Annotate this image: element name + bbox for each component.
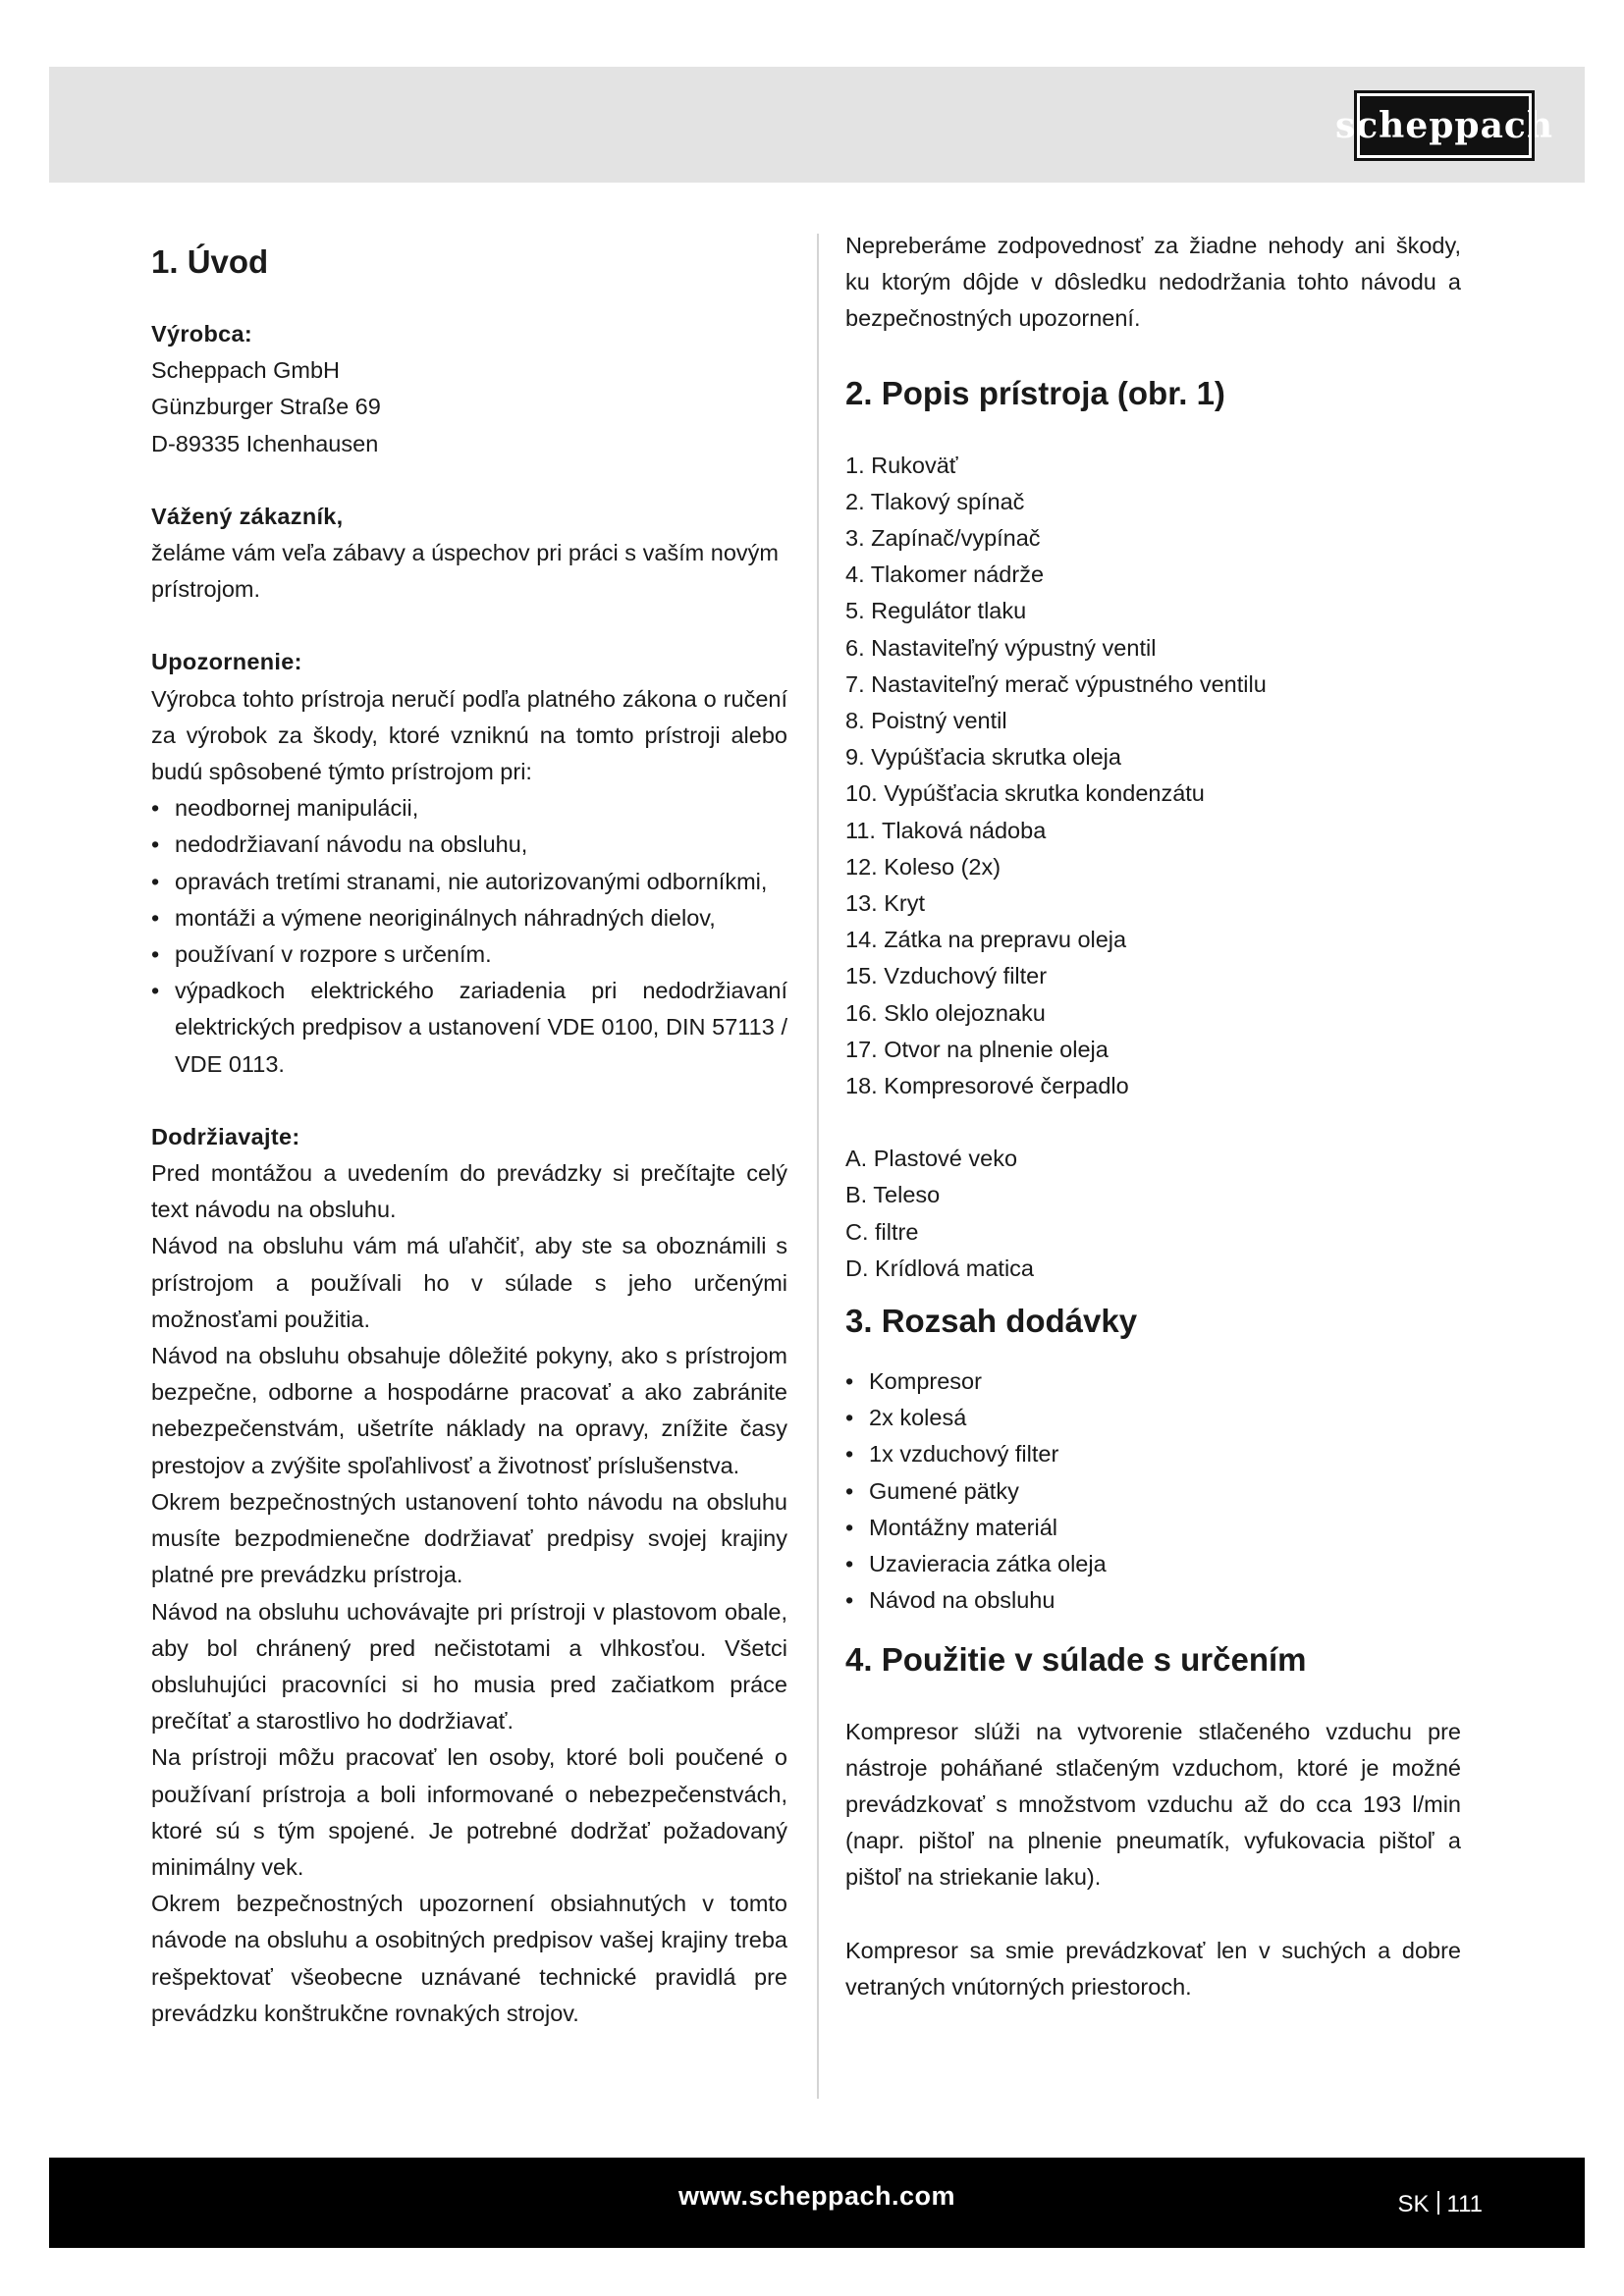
list-item: 8. Poistný ventil — [845, 708, 1007, 734]
footer-url: www.scheppach.com — [677, 2181, 956, 2211]
list-item: • Kompresor — [845, 1363, 1461, 1400]
list-item: 15. Vzduchový filter — [845, 963, 1048, 989]
list-item: • nedodržiavaní návodu na obsluhu, — [151, 827, 787, 863]
list-item: 10. Vypúšťacia skrutka kondenzátu — [845, 780, 1205, 807]
list-item: C. filtre — [845, 1218, 919, 1245]
list-item: 2. Tlakový spínač — [845, 488, 1025, 514]
list-item: • 2x kolesá — [845, 1400, 1461, 1436]
usage-paragraph: Kompresor slúži na vytvorenie stlačeného vzduchu pre nástroje poháňané stlačeným vzduchom, ktoré je možné prevádzkovať s množstvom vzduchu až do cca 193 l/min (napr. pištoľ na plnenie pneumatík, vyfukovacia pištoľ a pištoľ na striekanie laku). — [845, 1718, 1461, 1891]
delivery-list — [845, 1363, 1461, 1619]
observe-paragraph: Návod na obsluhu obsahuje dôležité pokyny, ako s prístrojom bezpečne, odborne a hospodárne pracovať a ako zabránite nebezpečenstvám, ušetríte náklady na opravy, znížite časy prestojov a zvýšite spoľahlivosť a životnosť príslušenstva. — [151, 1343, 787, 1478]
notice-label: Upozornenie: — [151, 649, 302, 675]
list-item: • výpadkoch elektrického zariadenia pri nedodržiavaní elektrických predpisov a ustanovení VDE 0100, DIN 57113 / VDE 0113. — [151, 973, 787, 1083]
manufacturer-label: Výrobca: — [151, 321, 252, 347]
liability-text: Nepreberáme zodpovednosť za žiadne nehody ani škody, ku ktorým dôjde v dôsledku nedodržania tohto návodu a bezpečnostných upozornení. — [845, 233, 1461, 332]
observe-paragraph: Návod na obsluhu vám má uľahčiť, aby ste sa oboznámili s prístrojom a používali ho v súlade s jeho určenými možnosťami použitia. — [151, 1233, 787, 1332]
scheppach-logo: scheppach — [1357, 93, 1532, 158]
list-item: A. Plastové veko — [845, 1146, 1018, 1172]
list-item: 3. Zapínač/vypínač — [845, 525, 1041, 552]
list-item: 17. Otvor na plnenie oleja — [845, 1036, 1109, 1062]
notice-text: Výrobca tohto prístroja neručí podľa platného zákona o ručení za výrobok za škody, ktoré vzniknú na tomto prístroji alebo budú spôsobené týmto prístrojom pri: — [151, 685, 787, 785]
list-item: 14. Zátka na prepravu oleja — [845, 927, 1127, 953]
list-item: • používaní v rozpore s určením. — [151, 936, 787, 973]
header-band — [49, 67, 1585, 183]
list-item: • Uzavieracia zátka oleja — [845, 1546, 1461, 1582]
section-3-title: 3. Rozsah dodávky — [845, 1303, 1138, 1340]
list-item: 16. Sklo olejoznaku — [845, 999, 1046, 1026]
list-item: 6. Nastaviteľný výpustný ventil — [845, 634, 1157, 661]
list-item: 11. Tlaková nádoba — [845, 817, 1047, 843]
page-number — [1398, 2158, 1484, 2248]
list-item: B. Teleso — [845, 1182, 941, 1208]
manufacturer-city: D-89335 Ichenhausen — [151, 430, 379, 456]
manufacturer-name: Scheppach GmbH — [151, 357, 341, 384]
list-item: 13. Kryt — [845, 890, 925, 917]
list-item: 12. Koleso (2x) — [845, 853, 1001, 880]
section-1-title: 1. Úvod — [151, 243, 269, 280]
column-divider — [817, 234, 819, 2099]
list-item: 18. Kompresorové čerpadlo — [845, 1073, 1129, 1099]
list-item: 7. Nastaviteľný merač výpustného ventilu — [845, 670, 1267, 697]
observe-paragraph: Na prístroji môžu pracovať len osoby, ktoré boli poučené o používaní prístroja a boli informované o nebezpečenstvách, ktoré sú s tým spojené. Je potrebné dodržať požadovaný minimálny vek. — [151, 1744, 787, 1880]
observe-paragraph: Okrem bezpečnostných upozornení obsiahnutých v tomto návode na obsluhu a osobitných predpisov vašej krajiny treba rešpektovať všeobecne uznávané technické pravidlá pre prevádzku konštrukčne rovnakých strojov. — [151, 1891, 787, 2026]
observe-label: Dodržiavajte: — [151, 1123, 300, 1149]
list-item: 4. Tlakomer nádrže — [845, 561, 1045, 588]
usage-paragraph: Kompresor sa smie prevádzkovať len v suchých a dobre vetraných vnútorných priestoroch. — [845, 1937, 1461, 2000]
list-item: • Návod na obsluhu — [845, 1582, 1461, 1619]
lettered-parts-list — [845, 1141, 1461, 1287]
section-2-title: 2. Popis prístroja (obr. 1) — [845, 374, 1225, 411]
parts-list — [845, 448, 1461, 1105]
observe-paragraph: Pred montážou a uvedením do prevádzky si prečítajte celý text návodu na obsluhu. — [151, 1160, 787, 1223]
list-item: • opravách tretími stranami, nie autorizovanými odborníkmi, — [151, 864, 787, 900]
notice-list — [151, 790, 787, 1083]
observe-paragraph: Okrem bezpečnostných ustanovení tohto návodu na obsluhu musíte bezpodmienečne dodržiavať predpisy svojej krajiny platné pre prevádzku prístroja. — [151, 1488, 787, 1588]
observe-paragraph: Návod na obsluhu uchovávajte pri prístroji v plastovom obale, aby bol chránený pred nečistotami a vlhkosťou. Všetci obsluhujúci pracovníci si ho musia pred začiatkom práce prečítať a starostlivo ho dodržiavať. — [151, 1598, 787, 1735]
dear-customer-label: Vážený zákazník, — [151, 503, 344, 529]
list-item: • montáži a výmene neoriginálnych náhradných dielov, — [151, 900, 787, 936]
left-column — [151, 228, 787, 2032]
list-item: D. Krídlová matica — [845, 1255, 1034, 1281]
footer-bar — [49, 2158, 1585, 2248]
list-item: 9. Vypúšťacia skrutka oleja — [845, 744, 1121, 771]
right-column — [845, 228, 1461, 2005]
page-number-value: 111 — [1446, 2191, 1483, 2217]
list-item: • 1x vzduchový filter — [845, 1436, 1461, 1472]
list-item: 5. Regulátor tlaku — [845, 598, 1027, 624]
language-code: SK — [1397, 2191, 1430, 2217]
list-item: • neodbornej manipulácii, — [151, 790, 787, 827]
list-item: • Gumené pätky — [845, 1473, 1461, 1510]
manufacturer-street: Günzburger Straße 69 — [151, 394, 381, 420]
list-item: • Montážny materiál — [845, 1510, 1461, 1546]
dear-customer-text: želáme vám veľa zábavy a úspechov pri práci s vaším novým prístrojom. — [151, 540, 779, 603]
list-item: 1. Rukoväť — [845, 452, 958, 478]
section-4-title: 4. Použitie v súlade s určením — [845, 1640, 1307, 1678]
